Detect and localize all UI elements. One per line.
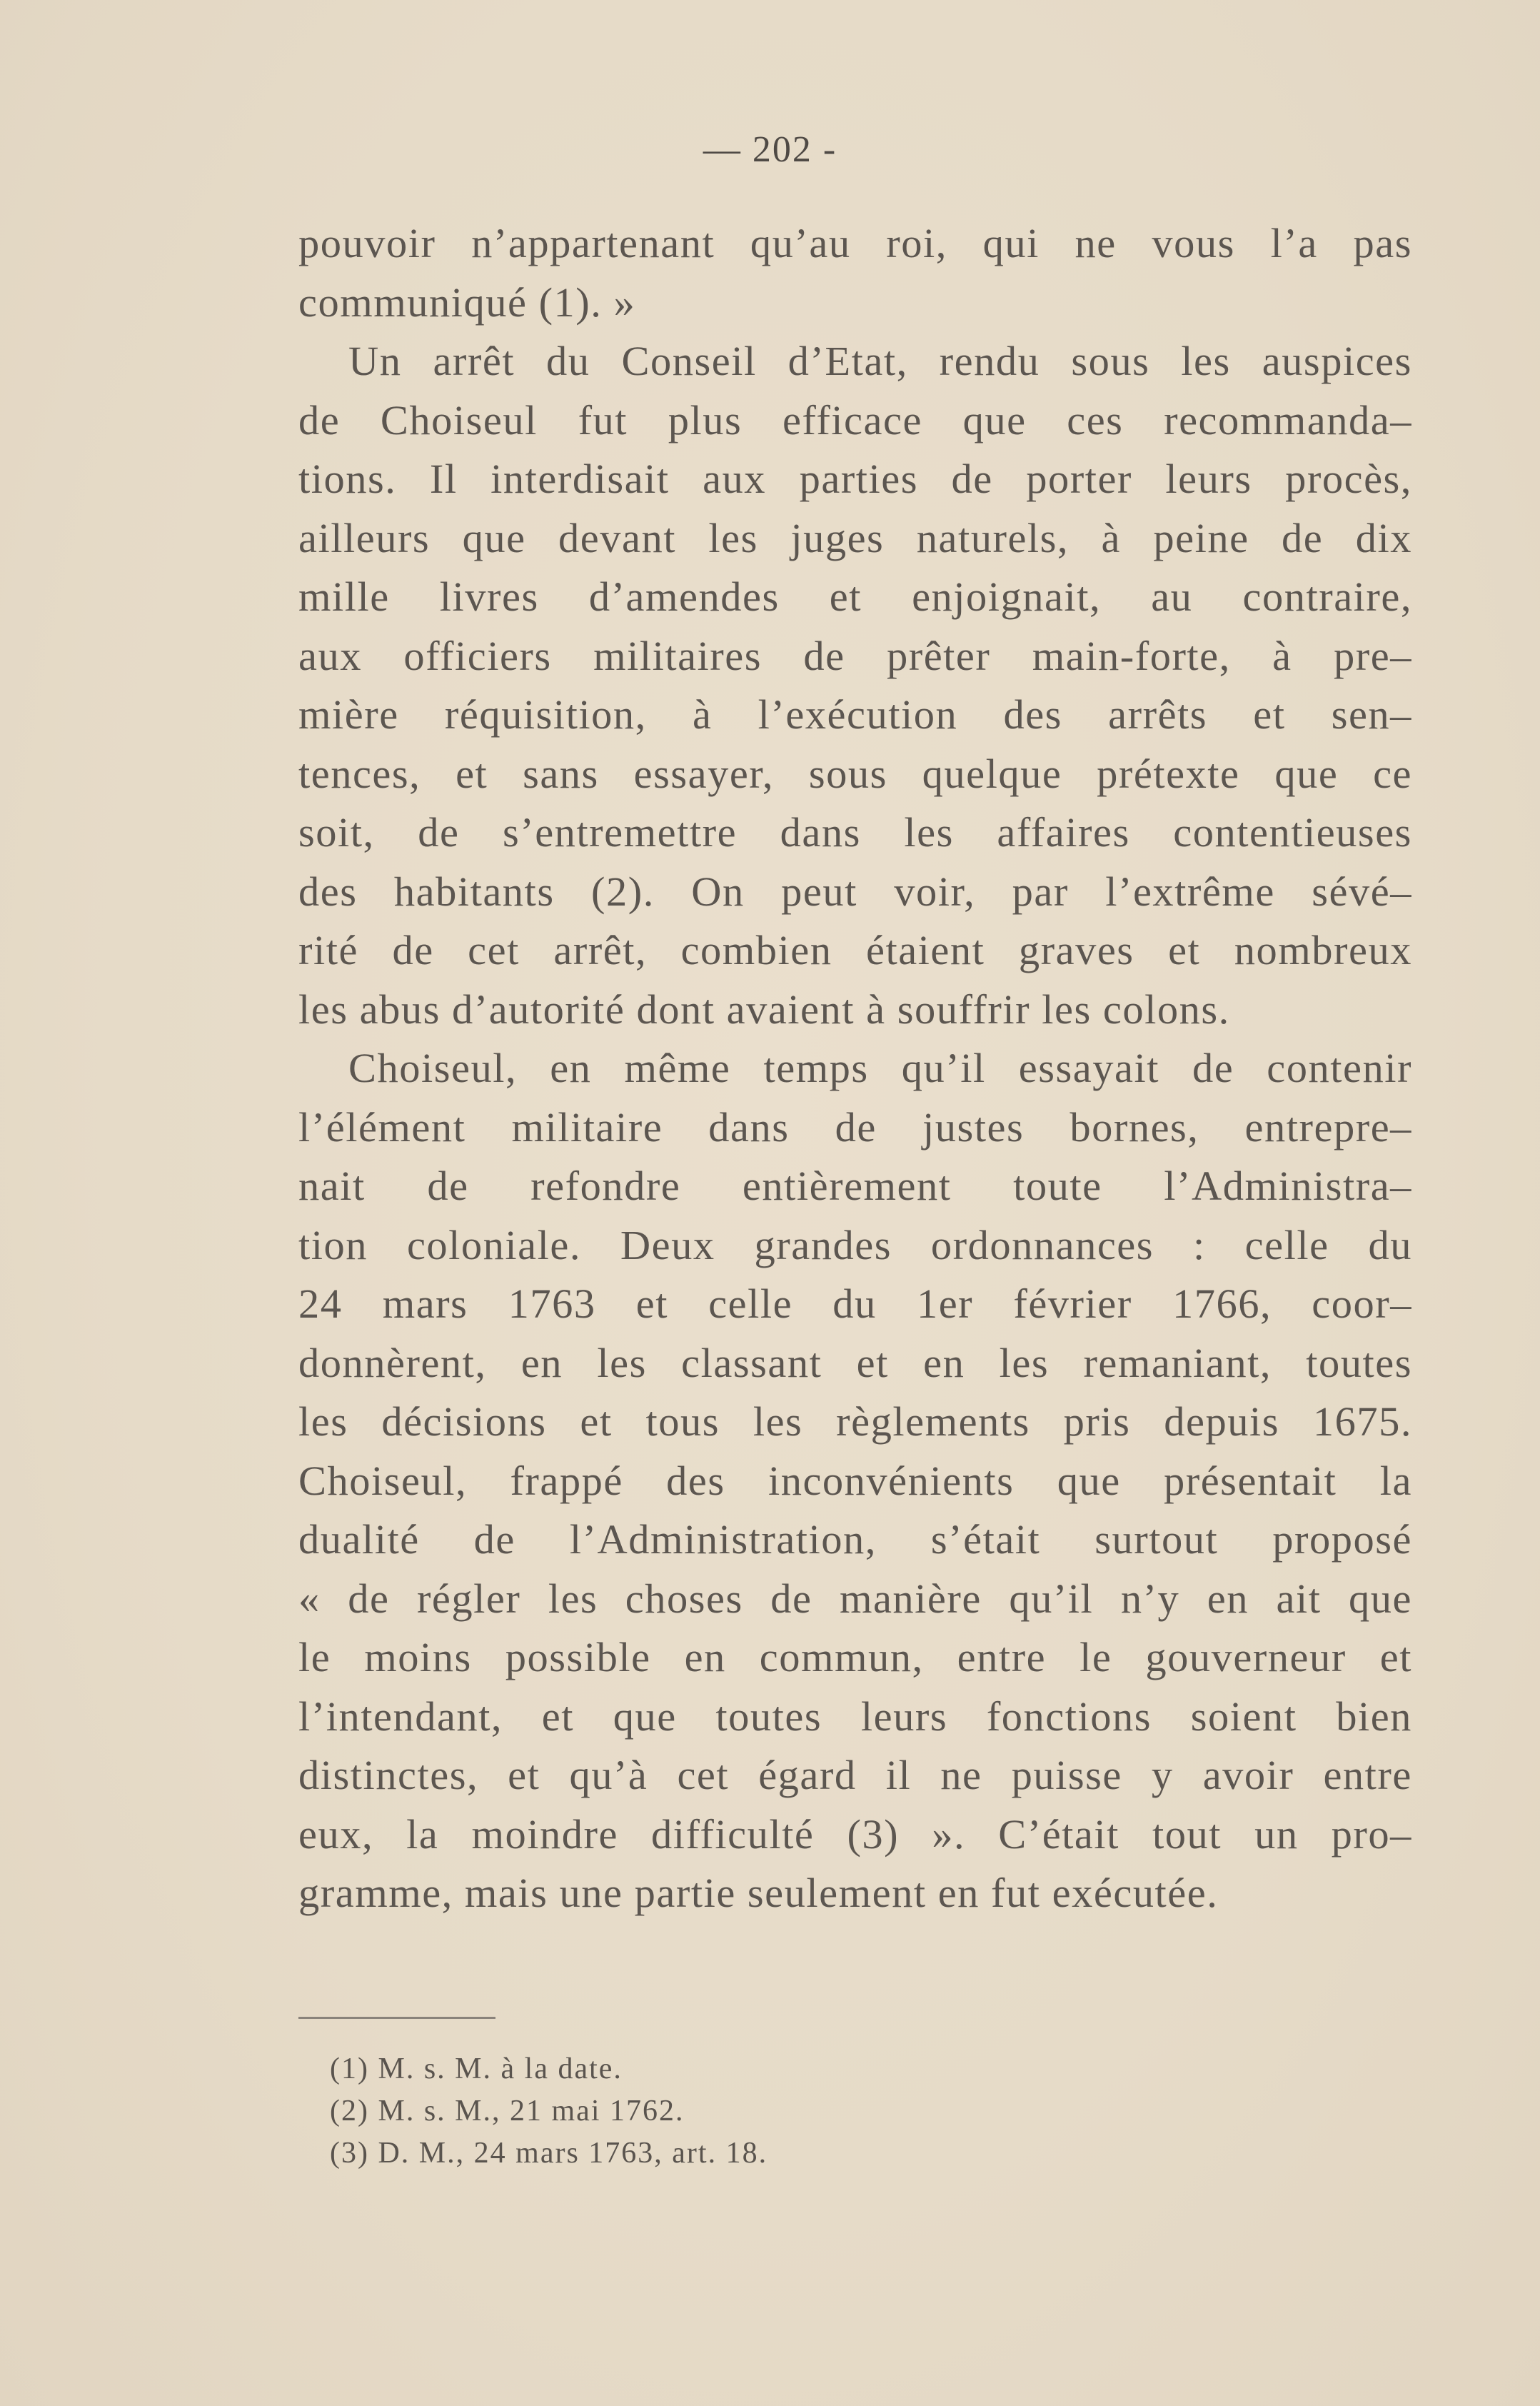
text-line: gramme, mais une partie seulement en fut exécutée.: [298, 1870, 1219, 1916]
footnote-2: (2) M. s. M., 21 mai 1762.: [330, 2095, 685, 2127]
text-line: soit, de s’entremettre dans les affaires contentieuses: [298, 809, 1412, 856]
text-line: de Choiseul fut plus efficace que ces recommanda–: [298, 396, 1412, 443]
text-line: aux officiers militaires de prêter main-forte, à pre–: [298, 632, 1412, 679]
text-line: l’élément militaire dans de justes bornes, entrepre–: [298, 1103, 1412, 1151]
footnote-separator: [298, 2017, 495, 2019]
text-line: des habitants (2). On peut voir, par l’extrême sévé–: [298, 868, 1412, 915]
text-line: Choiseul, frappé des inconvénients que présentait la: [298, 1457, 1412, 1504]
text-line: mière réquisition, à l’exécution des arrêts et sen–: [298, 691, 1412, 738]
text-line: nait de refondre entièrement toute l’Administra–: [298, 1163, 1412, 1209]
text-line: tences, et sans essayer, sous quelque prétexte que ce: [298, 750, 1412, 797]
footnotes: [330, 2048, 768, 2175]
text-line: l’intendant, et que toutes leurs fonctions soient bien: [298, 1693, 1412, 1740]
text-line: tion coloniale. Deux grandes ordonnances : celle du: [298, 1221, 1412, 1268]
text-line: Un arrêt du Conseil d’Etat, rendu sous les auspices: [348, 338, 1412, 384]
text-line: le moins possible en commun, entre le gouverneur et: [298, 1634, 1412, 1680]
text-line: les abus d’autorité dont avaient à souffrir les colons.: [298, 986, 1230, 1033]
text-line: Choiseul, en même temps qu’il essayait de contenir: [348, 1045, 1412, 1091]
text-line: mille livres d’amendes et enjoignait, au contraire,: [298, 573, 1412, 620]
text-line: 24 mars 1763 et celle du 1er février 1766, coor–: [298, 1280, 1412, 1327]
text-line: dualité de l’Administration, s’était surtout proposé: [298, 1516, 1412, 1563]
text-line: donnèrent, en les classant et en les remaniant, toutes: [298, 1339, 1412, 1386]
text-line: rité de cet arrêt, combien étaient graves et nombreux: [298, 927, 1412, 973]
footnote-1: (1) M. s. M. à la date.: [330, 2052, 623, 2085]
text-line: communiqué (1). »: [298, 279, 636, 326]
text-line: « de régler les choses de manière qu’il n’y en ait que: [298, 1575, 1412, 1622]
text-line: ailleurs que devant les juges naturels, à peine de dix: [298, 514, 1412, 561]
text-line: tions. Il interdisait aux parties de porter leurs procès,: [298, 456, 1412, 502]
text-line: les décisions et tous les règlements pris depuis 1675.: [298, 1398, 1412, 1445]
text-line: pouvoir n’appartenant qu’au roi, qui ne vous l’a pas: [298, 220, 1412, 266]
text-line: distinctes, et qu’à cet égard il ne puisse y avoir entre: [298, 1752, 1412, 1798]
footnote-3: (3) D. M., 24 mars 1763, art. 18.: [330, 2137, 768, 2170]
body-text: [298, 214, 1412, 1923]
text-line: eux, la moindre difficulté (3) ». C’était tout un pro–: [298, 1810, 1412, 1858]
page-number: — 202 -: [703, 129, 837, 170]
